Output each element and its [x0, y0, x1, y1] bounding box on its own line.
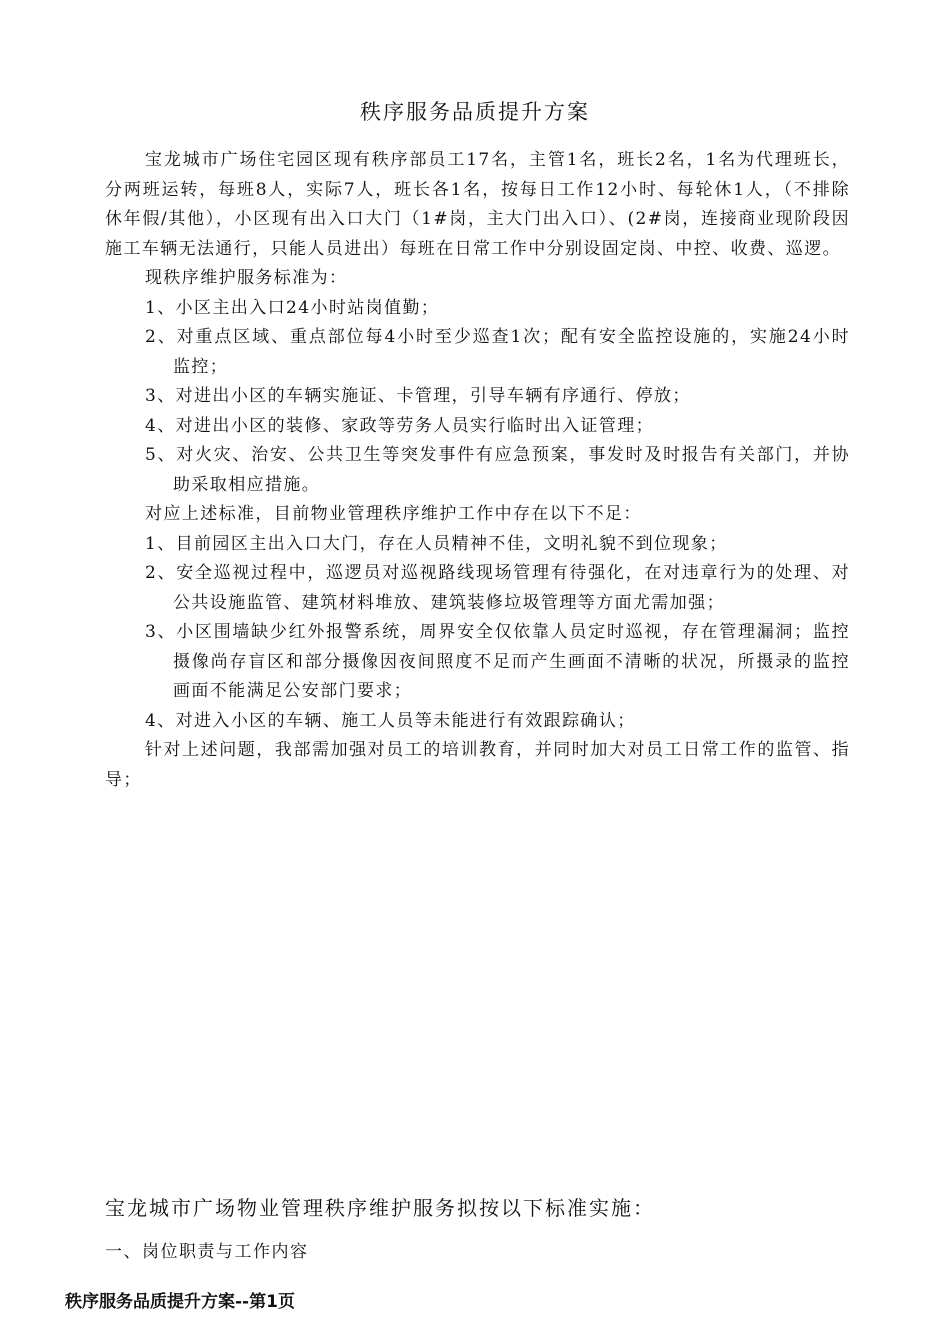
subsection-heading: 一、岗位职责与工作内容 — [105, 1242, 309, 1262]
standards-list — [105, 294, 850, 501]
standards-intro: 现秩序维护服务标准为： — [145, 268, 348, 288]
list-item: 1、小区主出入口24小时站岗值勤； — [145, 297, 440, 318]
list-item: 5、对火灾、治安、公共卫生等突发事件有应急预案，事发时及时报告有关部门，并协助采取相应措施。 — [145, 445, 850, 495]
list-item: 2、安全巡视过程中，巡逻员对巡视路线现场管理有待强化，在对违章行为的处理、对公共设施监管、建筑材料堆放、建筑装修垃圾管理等方面尤需加强； — [145, 563, 850, 613]
section-heading: 宝龙城市广场物业管理秩序维护服务拟按以下标准实施： — [105, 1196, 655, 1220]
page-footer: 秩序服务品质提升方案--第1页 — [65, 1292, 295, 1312]
list-item: 2、对重点区域、重点部位每4小时至少巡查1次；配有安全监控设施的，实施24小时监控； — [145, 327, 850, 377]
document-title: 秩序服务品质提升方案 — [360, 100, 590, 124]
deficiencies-list — [105, 530, 850, 737]
deficiencies-intro: 对应上述标准，目前物业管理秩序维护工作中存在以下不足： — [145, 504, 642, 524]
list-item: 1、目前园区主出入口大门，存在人员精神不佳，文明礼貌不到位现象； — [145, 533, 728, 554]
list-item: 3、对进出小区的车辆实施证、卡管理，引导车辆有序通行、停放； — [145, 386, 691, 406]
document-body — [105, 146, 850, 795]
list-item: 3、小区围墙缺少红外报警系统，周界安全仅依靠人员定时巡视，存在管理漏洞；监控摄像尚存盲区和部分摄像因夜间照度不足而产生画面不清晰的状况，所摄录的监控画面不能满足公安部门要求； — [145, 622, 850, 701]
conclusion-paragraph: 针对上述问题，我部需加强对员工的培训教育，并同时加大对员工日常工作的监管、指导； — [105, 740, 850, 790]
list-item: 4、对进出小区的装修、家政等劳务人员实行临时出入证管理； — [145, 415, 655, 436]
list-item: 4、对进入小区的车辆、施工人员等未能进行有效跟踪确认； — [145, 710, 636, 731]
intro-paragraph: 宝龙城市广场住宅园区现有秩序部员工17名，主管1名，班长2名，1名为代理班长，分两班运转，每班8人，实际7人，班长各1名，按每日工作12小时、每轮休1人，（不排除休年假/其他），小区现有出入口大门（1#岗，主大门出入口）、(2#岗，连接商业现阶段因施工车辆无法通行，只能人员进出）每班在日常工作中分别设固定岗、中控、收费、巡逻。 — [105, 150, 850, 259]
